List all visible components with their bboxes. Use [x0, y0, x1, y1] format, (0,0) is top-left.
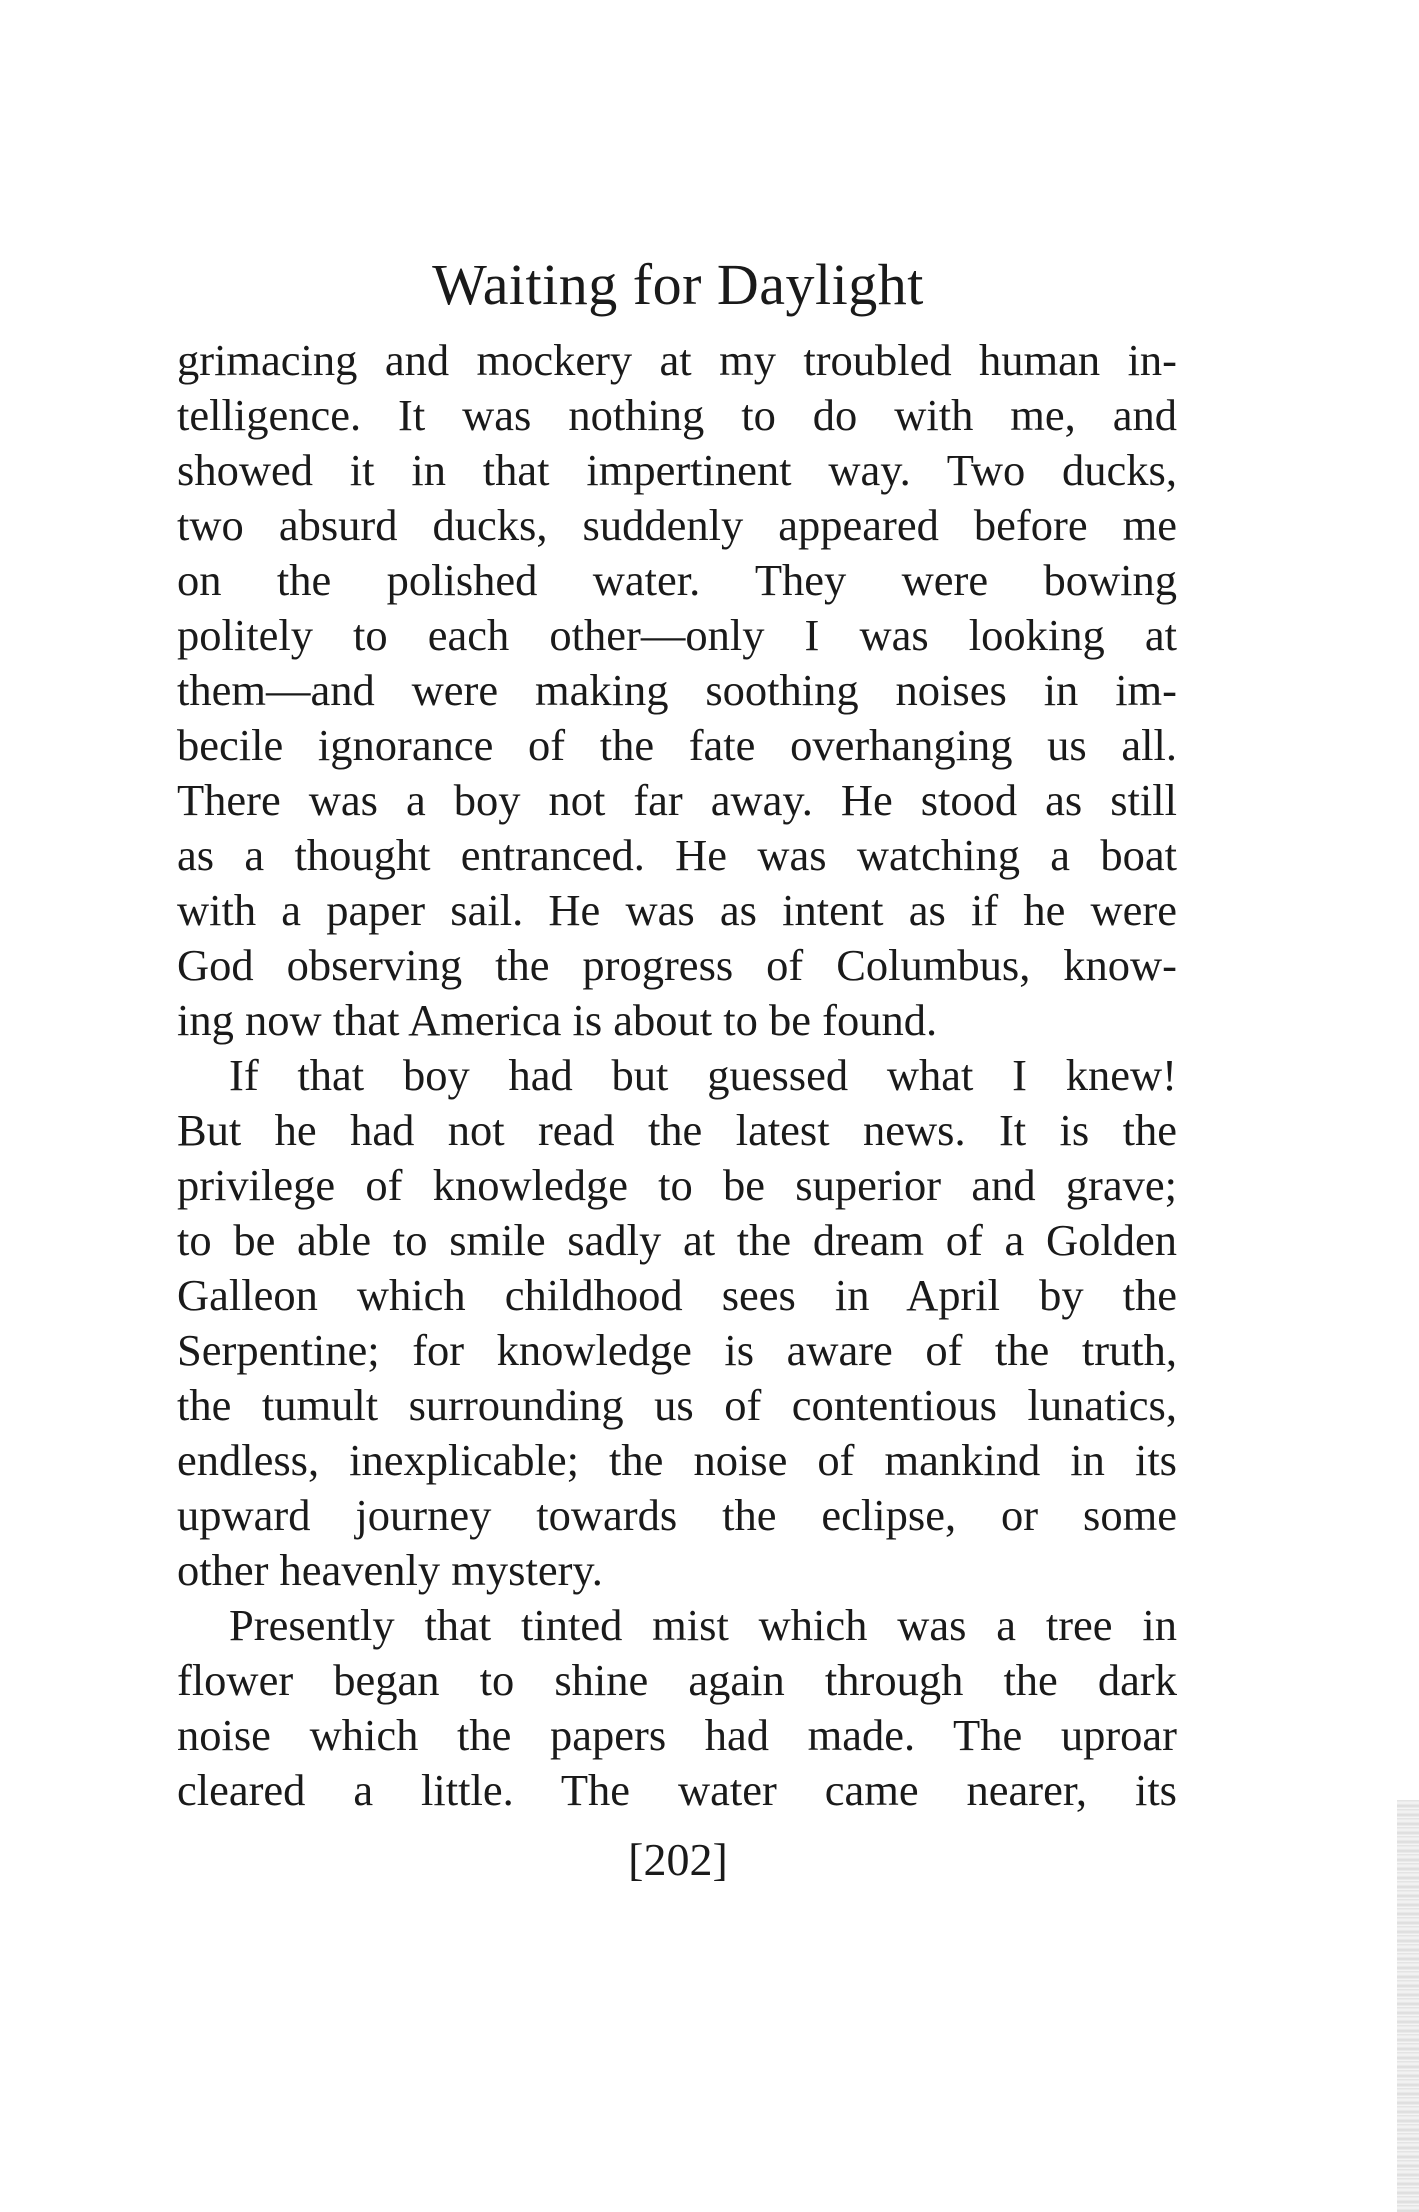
text-line: on the polished water. They were bowing	[177, 555, 1177, 605]
text-line: politely to each other—only I was looking at	[177, 610, 1177, 660]
text-line: becile ignorance of the fate overhanging us all.	[177, 720, 1177, 770]
page-number: [202]	[628, 1834, 728, 1885]
paragraph-first-line: If that boy had but guessed what I knew!	[229, 1050, 1177, 1100]
text-line: There was a boy not far away. He stood as still	[177, 775, 1177, 825]
text-line: ing now that America is about to be found.	[177, 995, 938, 1045]
text-line: two absurd ducks, suddenly appeared before me	[177, 500, 1177, 550]
text-line: God observing the progress of Columbus, know-	[177, 940, 1177, 990]
running-head: Waiting for Daylight	[432, 252, 924, 317]
text-line: privilege of knowledge to be superior and grave;	[177, 1160, 1177, 1210]
body-text	[177, 333, 1177, 1818]
text-line: other heavenly mystery.	[177, 1545, 603, 1595]
text-line: as a thought entranced. He was watching a boat	[177, 830, 1177, 880]
text-line: telligence. It was nothing to do with me, and	[177, 390, 1177, 440]
text-line: endless, inexplicable; the noise of mankind in its	[177, 1435, 1177, 1485]
text-line: cleared a little. The water came nearer, its	[177, 1765, 1177, 1815]
text-line: But he had not read the latest news. It is the	[177, 1105, 1177, 1155]
text-line: upward journey towards the eclipse, or some	[177, 1490, 1177, 1540]
text-line: to be able to smile sadly at the dream of a Golden	[177, 1215, 1177, 1265]
text-line: noise which the papers had made. The uproar	[177, 1710, 1177, 1760]
text-line: Serpentine; for knowledge is aware of the truth,	[177, 1325, 1177, 1375]
paragraph-first-line: Presently that tinted mist which was a tree in	[229, 1600, 1177, 1650]
text-line: with a paper sail. He was as intent as if he were	[177, 885, 1177, 935]
text-line: them—and were making soothing noises in im-	[177, 665, 1177, 715]
text-line: showed it in that impertinent way. Two ducks,	[177, 445, 1177, 495]
page-edge-shadow	[1397, 1800, 1419, 2212]
text-line: flower began to shine again through the dark	[177, 1655, 1177, 1705]
text-line: the tumult surrounding us of contentious lunatics,	[177, 1380, 1177, 1430]
text-line: Galleon which childhood sees in April by the	[177, 1270, 1177, 1320]
text-line: grimacing and mockery at my troubled human in-	[177, 335, 1177, 385]
